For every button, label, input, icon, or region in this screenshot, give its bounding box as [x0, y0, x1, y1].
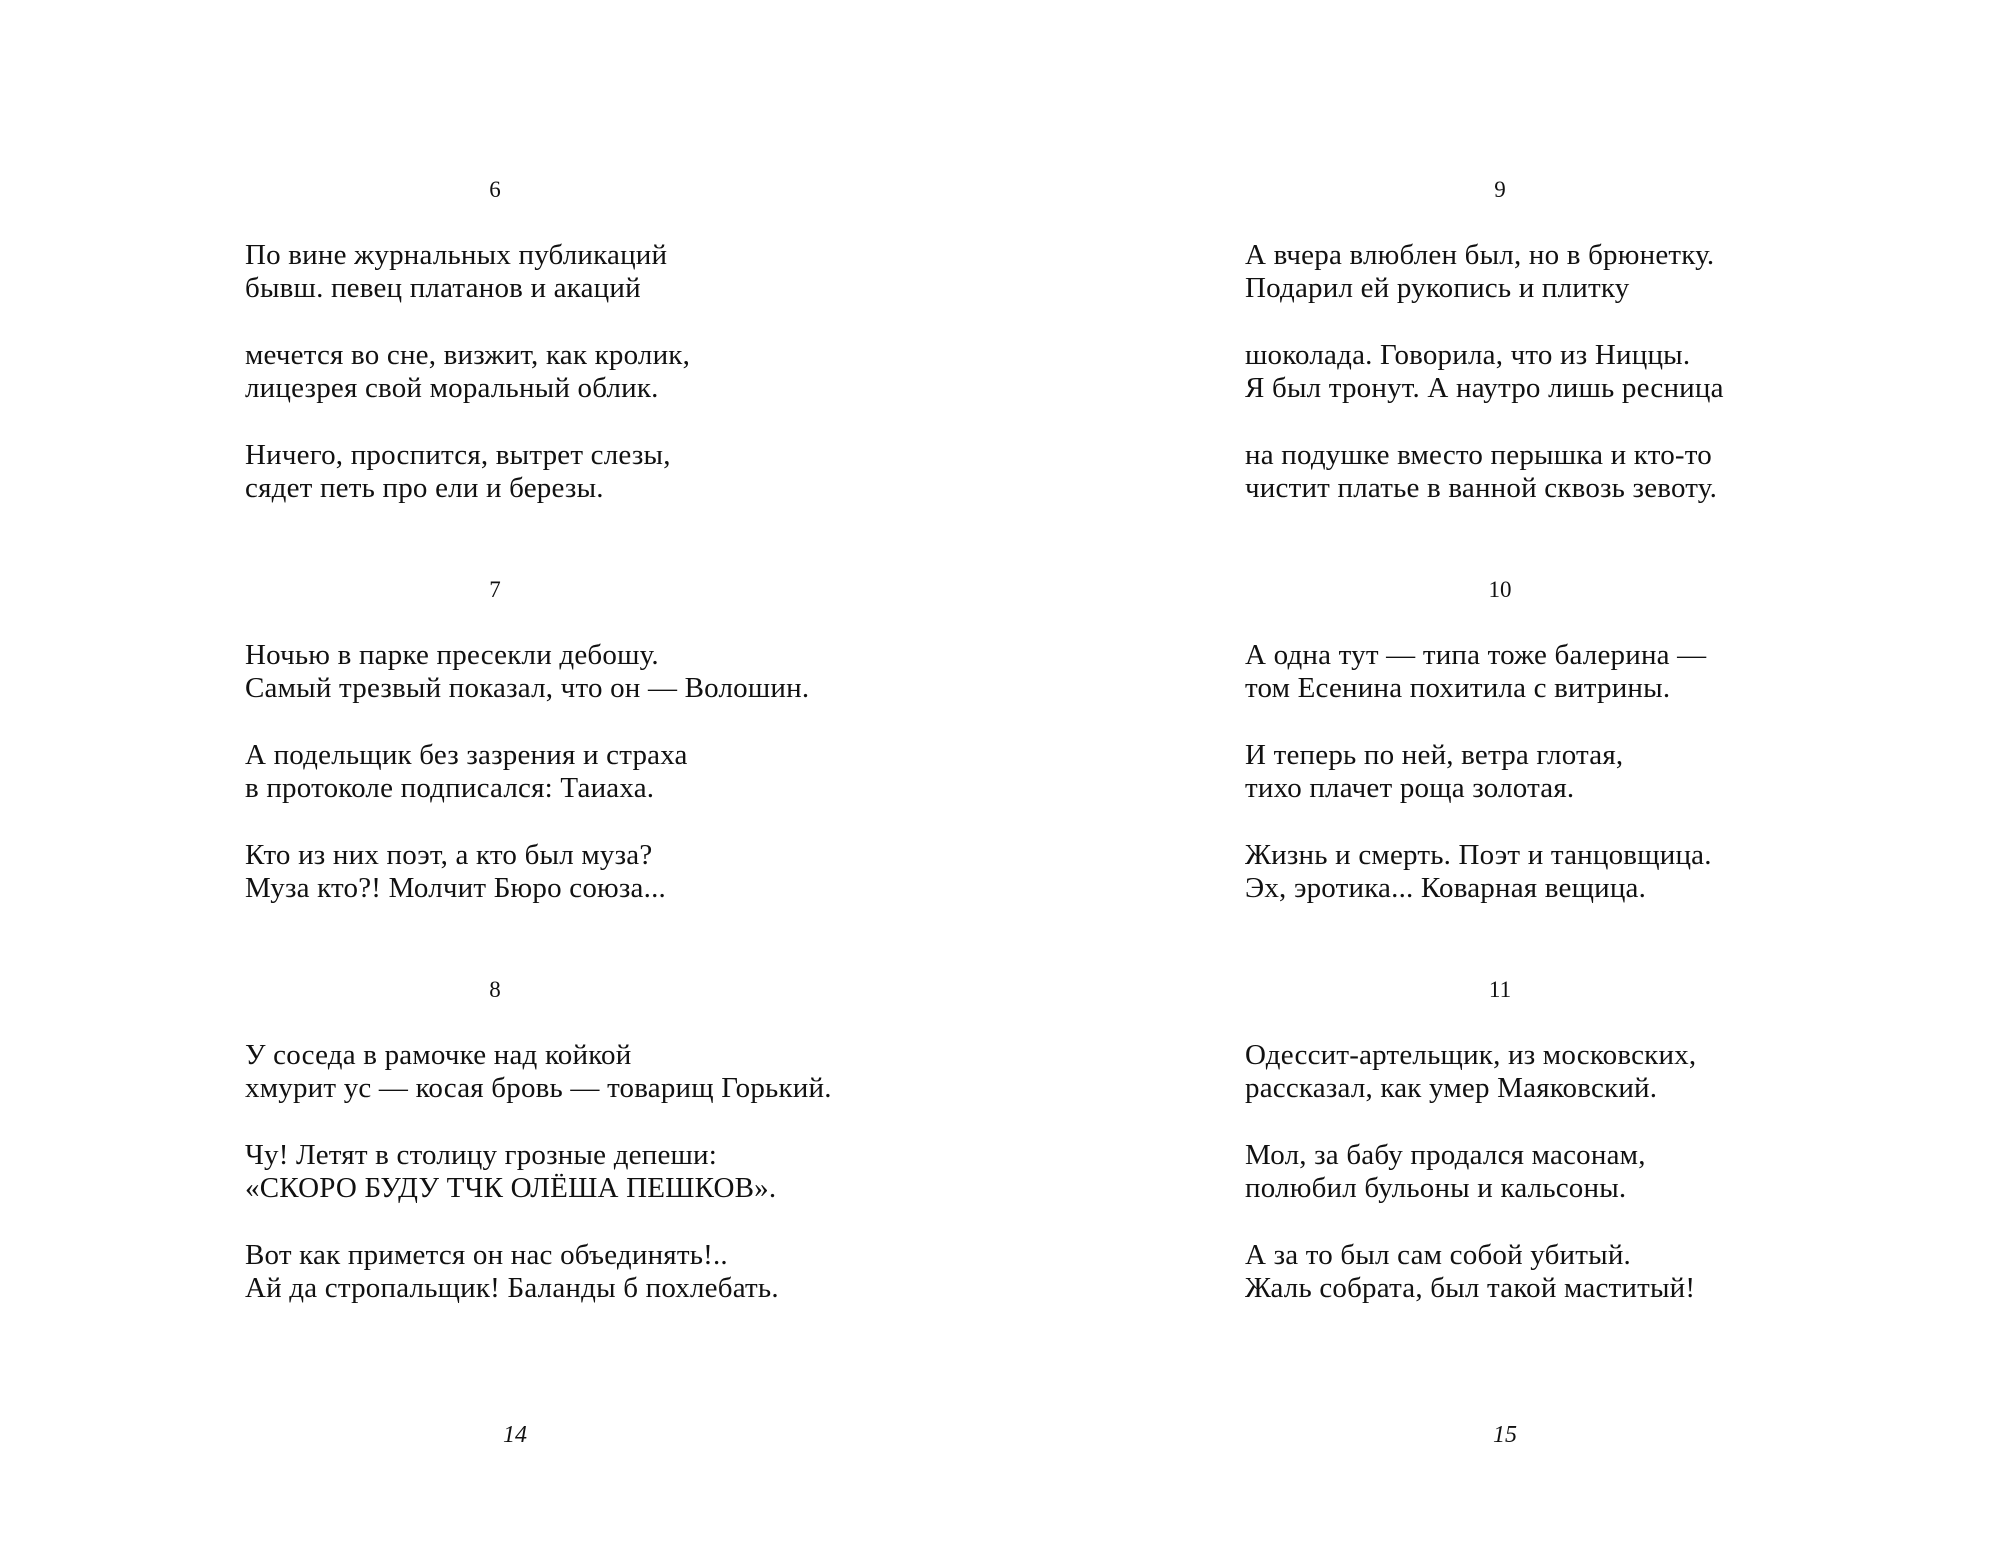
poem-line: рассказал, как умер Маяковский.	[1245, 1072, 1658, 1104]
poem-line: Жизнь и смерть. Поэт и танцовщица.	[1245, 839, 1712, 871]
poem-number: 10	[1488, 577, 1512, 602]
poem-number: 11	[1488, 977, 1512, 1002]
poem-line: Эх, эротика... Коварная вещица.	[1245, 872, 1647, 904]
poem-line: А одна тут — типа тоже балерина —	[1245, 639, 1707, 671]
page-number: 14	[503, 1422, 527, 1448]
poem-line: Вот как примется он нас объединять!..	[245, 1239, 728, 1271]
poem-line: чистит платье в ванной сквозь зевоту.	[1245, 472, 1718, 504]
poem-line: сядет петь про ели и березы.	[245, 472, 604, 504]
poem-line: Подарил ей рукопись и плитку	[1245, 272, 1630, 304]
poem-line: Мол, за бабу продался масонам,	[1245, 1139, 1646, 1171]
poem-line: У соседа в рамочке над койкой	[245, 1039, 632, 1071]
poem-number: 9	[1494, 177, 1506, 202]
poem-line: мечется во сне, визжит, как кролик,	[245, 339, 691, 371]
poem-line: на подушке вместо перышка и кто-то	[1245, 439, 1712, 471]
poem-number: 8	[489, 977, 501, 1002]
poem-line: Кто из них поэт, а кто был муза?	[245, 839, 653, 871]
poem-line: тихо плачет роща золотая.	[1245, 772, 1575, 804]
poem-line: шоколада. Говорила, что из Ниццы.	[1245, 339, 1691, 371]
poem-line: Жаль собрата, был такой маститый!	[1245, 1272, 1696, 1304]
poem-number: 7	[489, 577, 501, 602]
poem-line: бывш. певец платанов и акаций	[245, 272, 641, 304]
poem-line: хмурит ус — косая бровь — товарищ Горький.	[245, 1072, 832, 1104]
page-number: 15	[1493, 1422, 1517, 1448]
poem-line: Ничего, проспится, вытрет слезы,	[245, 439, 671, 471]
poem-line: Чу! Летят в столицу грозные депеши:	[245, 1139, 718, 1171]
poem-line: в протоколе подписался: Таиаха.	[245, 772, 655, 804]
poem-line: Я был тронут. А наутро лишь ресница	[1245, 372, 1724, 404]
poem-line: А вчера влюблен был, но в брюнетку.	[1245, 239, 1715, 271]
right-page	[1000, 0, 2000, 1562]
poem-line: Муза кто?! Молчит Бюро союза...	[245, 872, 666, 904]
poem-line: том Есенина похитила с витрины.	[1245, 672, 1671, 704]
poem-line: Одессит-артельщик, из московских,	[1245, 1039, 1697, 1071]
poem-line: лицезрея свой моральный облик.	[245, 372, 659, 404]
poem-line: Ай да стропальщик! Баланды б похлебать.	[245, 1272, 779, 1304]
poem-line: И теперь по ней, ветра глотая,	[1245, 739, 1624, 771]
poem-line: Ночью в парке пресекли дебошу.	[245, 639, 659, 671]
poem-line: «СКОРО БУДУ ТЧК ОЛЁША ПЕШКОВ».	[245, 1172, 777, 1204]
poem-line: А подельщик без зазрения и страха	[245, 739, 688, 771]
poem-line: Самый трезвый показал, что он — Волошин.	[245, 672, 810, 704]
poem-line: По вине журнальных публикаций	[245, 239, 668, 271]
poem-number: 6	[489, 177, 501, 202]
poem-line: полюбил бульоны и кальсоны.	[1245, 1172, 1627, 1204]
poem-line: А за то был сам собой убитый.	[1245, 1239, 1631, 1271]
